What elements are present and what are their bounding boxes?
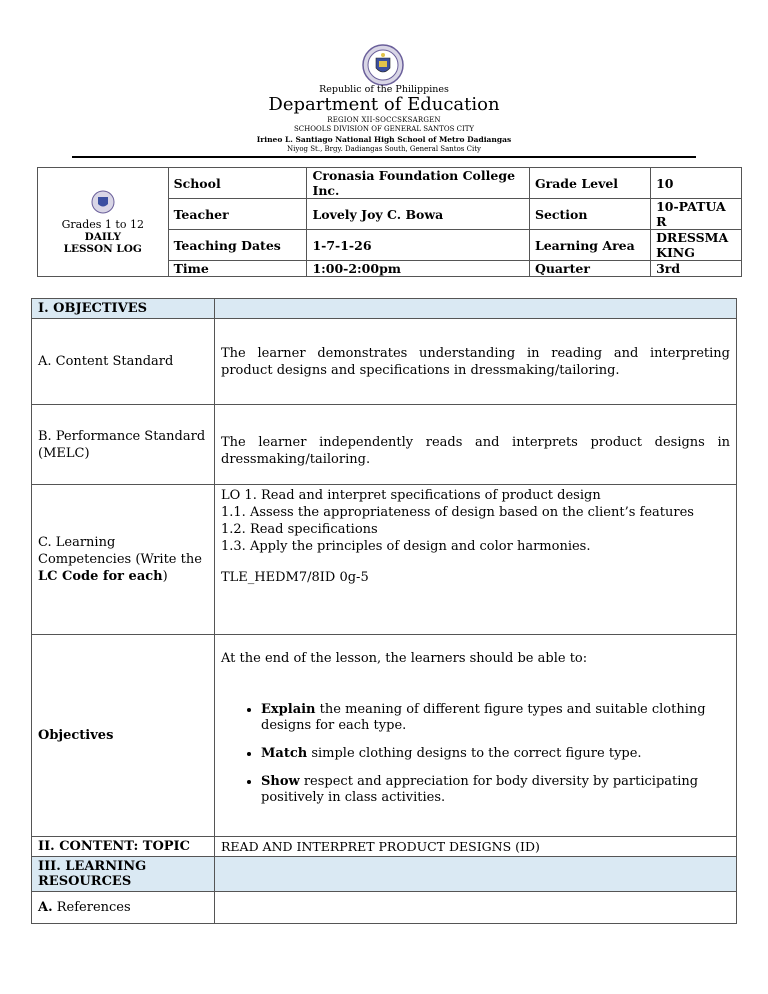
deped-seal-icon bbox=[362, 44, 404, 86]
learning-resources-fill bbox=[215, 857, 737, 892]
lo1-text: LO 1. Read and interpret specifications of product design bbox=[221, 488, 601, 503]
division-text: SCHOOLS DIVISION OF GENERAL SANTOS CITY bbox=[293, 125, 475, 133]
daily-label: DAILY bbox=[84, 230, 121, 243]
references-prefix: A. bbox=[38, 900, 53, 915]
teaching-dates-label: Teaching Dates bbox=[168, 230, 307, 261]
objectives-header-fill bbox=[215, 299, 737, 319]
learning-area-value: DRESSMAKING bbox=[651, 230, 742, 261]
objectives-content bbox=[215, 635, 737, 837]
info-table bbox=[37, 167, 742, 277]
objectives-header: I. OBJECTIVES bbox=[32, 299, 215, 319]
content-topic-value: READ AND INTERPRET PRODUCT DESIGNS (ID) bbox=[215, 837, 737, 857]
content-standard-text: The learner demonstrates understanding in reading and interpreting product designs and specifications in dressmaking/tailoring. bbox=[215, 319, 737, 405]
content-standard-label: A. Content Standard bbox=[32, 319, 215, 405]
section-label: Section bbox=[529, 199, 650, 230]
performance-standard-label: B. Performance Standard (MELC) bbox=[32, 405, 215, 485]
objective-item: • Match simple clothing designs to the correct figure type. bbox=[261, 746, 730, 762]
teacher-label: Teacher bbox=[168, 199, 307, 230]
grade-level-value: 10 bbox=[651, 168, 742, 199]
lc-code-text: TLE_HEDM7/8ID 0g-5 bbox=[221, 570, 369, 585]
competencies-label bbox=[32, 485, 215, 635]
references-value bbox=[215, 892, 737, 924]
objectives-list bbox=[221, 702, 730, 806]
teacher-value: Lovely Joy C. Bowa bbox=[307, 199, 529, 230]
objective-item: • Explain the meaning of different figure types and suitable clothing designs for each type. bbox=[261, 702, 730, 734]
objectives-intro: At the end of the lesson, the learners should be able to: bbox=[221, 651, 588, 666]
competencies-label-bold: LC Code for each bbox=[38, 569, 163, 584]
lo13-text: 1.3. Apply the principles of design and color harmonies. bbox=[221, 539, 591, 554]
teaching-dates-value: 1-7-1-26 bbox=[307, 230, 529, 261]
content-topic-label: II. CONTENT: TOPIC bbox=[32, 837, 215, 857]
section-value: 10-PATUAR bbox=[651, 199, 742, 230]
lo11-text: 1.1. Assess the appropriateness of design based on the client’s features bbox=[221, 505, 694, 520]
school-name-text: Irineo L. Santiago National High School of Metro Dadiangas bbox=[256, 135, 512, 144]
department-title: Department of Education bbox=[268, 94, 500, 115]
lesson-table bbox=[31, 298, 737, 924]
grade-level-label: Grade Level bbox=[529, 168, 650, 199]
objectives-label: Objectives bbox=[32, 635, 215, 837]
time-label: Time bbox=[168, 261, 307, 277]
quarter-value: 3rd bbox=[651, 261, 742, 277]
header-divider bbox=[72, 156, 696, 158]
lesson-log-label: LESSON LOG bbox=[63, 242, 142, 255]
republic-text: Republic of the Philippines bbox=[319, 84, 449, 95]
competencies-label-end: ) bbox=[162, 569, 168, 584]
school-value: Cronasia Foundation College Inc. bbox=[307, 168, 529, 199]
grade-cell bbox=[38, 168, 169, 277]
competencies-content bbox=[215, 485, 737, 635]
region-text: REGION XII-SOCCSKSARGEN bbox=[327, 116, 441, 124]
time-value: 1:00-2:00pm bbox=[307, 261, 529, 277]
grades-label: Grades 1 to 12 bbox=[61, 217, 144, 231]
objective-item: • Show respect and appreciation for body diversity by participating positively in class activities. bbox=[261, 774, 730, 806]
learning-area-label: Learning Area bbox=[529, 230, 650, 261]
quarter-label: Quarter bbox=[529, 261, 650, 277]
references-label bbox=[32, 892, 215, 924]
lo12-text: 1.2. Read specifications bbox=[221, 522, 378, 537]
references-text: References bbox=[52, 900, 131, 915]
learning-resources-label: III. LEARNING RESOURCES bbox=[32, 857, 215, 892]
competencies-label-start: C. Learning Competencies (Write the bbox=[38, 535, 202, 567]
school-label: School bbox=[168, 168, 307, 199]
deped-logo-icon bbox=[90, 190, 116, 214]
address-text: Niyog St., Brgy. Dadiangas South, General Santos City bbox=[287, 145, 481, 153]
performance-standard-text: The learner independently reads and interprets product designs in dressmaking/tailoring. bbox=[215, 405, 737, 485]
